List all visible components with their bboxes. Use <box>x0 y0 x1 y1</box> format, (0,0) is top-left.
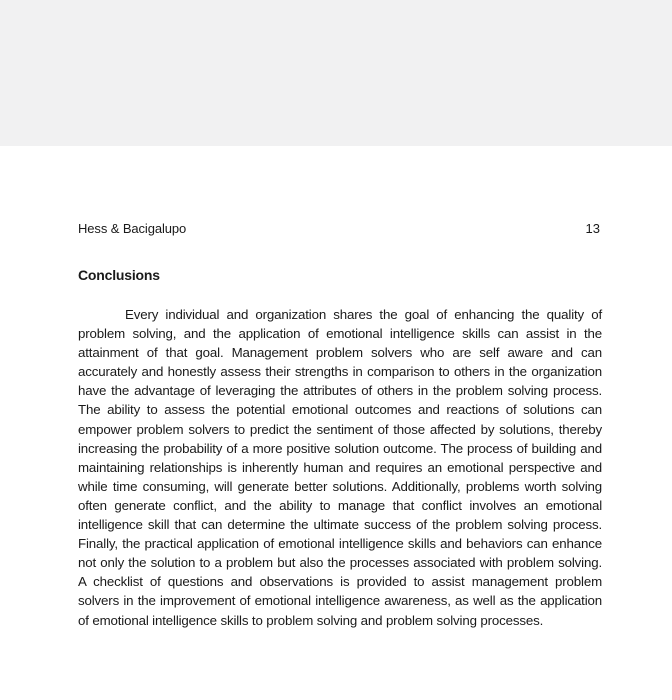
document-page <box>0 146 672 700</box>
section-heading: Conclusions <box>78 267 160 283</box>
viewer-background <box>0 0 672 146</box>
body-paragraph: Every individual and organization shares the goal of enhancing the quality of problem solving, and the application of emotional intelligence skills can assist in the attainment of that goal. Management problem solvers who are self aware and can accurately and honestly assess their strengths in comparison to others in the organization have the advantage of leveraging the attributes of others in the problem solving process. The ability to assess the potential emotional outcomes and reactions of solutions can empower problem solvers to predict the sentiment of those affected by solutions, thereby increasing the probability of a more positive solution outcome. The process of building and maintaining relationships is inherently human and requires an emotional perspective and while time consuming, will generate better solutions. Additionally, problems worth solving often generate conflict, and the ability to manage that conflict involves an emotional intelligence skill that can determine the ultimate success of the problem solving process. Finally, the practical application of emotional intelligence skills and behaviors can enhance not only the solution to a problem but also the processes associated with problem solving. A checklist of questions and observations is provided to assist management problem solvers in the improvement of emotional intelligence awareness, as well as the application of emotional intelligence skills to problem solving and problem solving processes. <box>78 307 602 628</box>
page-number: 13 <box>585 221 600 236</box>
running-head: Hess & Bacigalupo <box>78 221 187 236</box>
